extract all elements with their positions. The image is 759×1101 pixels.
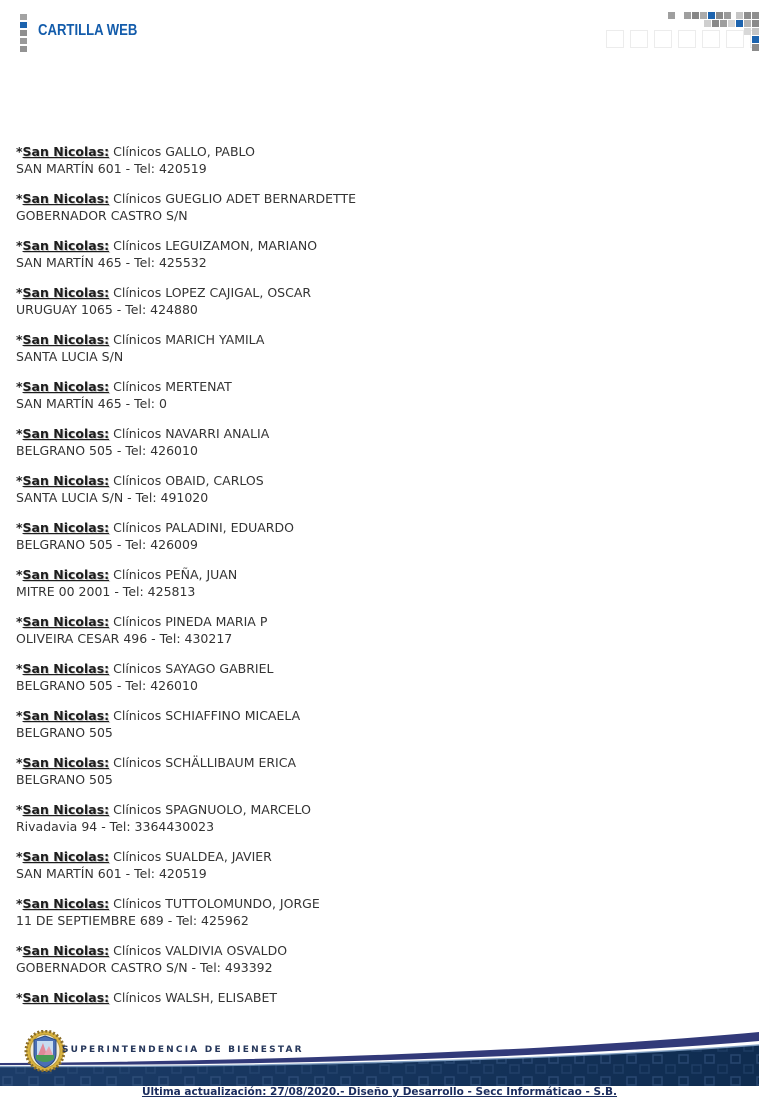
entry-prefix: * [16,426,23,441]
entry-location: San Nicolas: [22,990,110,1005]
entry-address: OLIVEIRA CESAR 496 - Tel: 430217 [16,631,233,646]
entry-prefix: * [16,567,23,582]
entry-location: San Nicolas: [22,896,110,911]
entry-prefix: * [16,473,23,488]
provider-entry [16,566,745,600]
provider-entry [16,237,745,271]
provider-entry [16,519,745,553]
entry-provider-name: Clínicos PEÑA, JUAN [109,567,238,582]
entry-provider-name: Clínicos TUTTOLOMUNDO, JORGE [109,896,320,911]
organization-name: SUPERINTENDENCIA DE BIENESTAR [62,1045,304,1055]
superintendencia-emblem-icon [24,1030,66,1072]
entry-prefix: * [16,614,23,629]
entry-prefix: * [16,144,23,159]
entry-location: San Nicolas: [22,567,110,582]
entry-location: San Nicolas: [22,943,110,958]
entry-provider-name: Clínicos VALDIVIA OSVALDO [109,943,288,958]
provider-entry [16,143,745,177]
entry-provider-name: Clínicos NAVARRI ANALIA [109,426,270,441]
entry-address: BELGRANO 505 - Tel: 426010 [16,678,198,693]
entry-provider-name: Clínicos PINEDA MARIA P [109,614,268,629]
entry-address: MITRE 00 2001 - Tel: 425813 [16,584,196,599]
entry-location: San Nicolas: [22,285,110,300]
entry-address: SANTA LUCIA S/N - Tel: 491020 [16,490,209,505]
entry-location: San Nicolas: [22,238,110,253]
provider-entry [16,613,745,647]
entry-location: San Nicolas: [22,520,110,535]
provider-entry [16,942,745,976]
entry-address: BELGRANO 505 - Tel: 426009 [16,537,198,552]
entry-provider-name: Clínicos GALLO, PABLO [109,144,255,159]
entry-address: GOBERNADOR CASTRO S/N [16,208,188,223]
provider-entry [16,895,745,929]
entry-location: San Nicolas: [22,661,110,676]
entry-address: SAN MARTÍN 601 - Tel: 420519 [16,161,207,176]
entry-prefix: * [16,990,23,1005]
entry-address: SAN MARTÍN 601 - Tel: 420519 [16,866,207,881]
entry-provider-name: Clínicos SUALDEA, JAVIER [109,849,272,864]
entry-location: San Nicolas: [22,426,110,441]
provider-entry [16,660,745,694]
entry-location: San Nicolas: [22,802,110,817]
entry-address: SAN MARTÍN 465 - Tel: 425532 [16,255,207,270]
entry-location: San Nicolas: [22,849,110,864]
entry-prefix: * [16,520,23,535]
entry-prefix: * [16,708,23,723]
provider-entry [16,284,745,318]
entry-prefix: * [16,238,23,253]
provider-entry [16,848,745,882]
provider-list [0,60,759,1006]
entry-prefix: * [16,755,23,770]
entry-provider-name: Clínicos SCHIAFFINO MICAELA [109,708,301,723]
entry-location: San Nicolas: [22,332,110,347]
provider-entry [16,472,745,506]
entry-provider-name: Clínicos WALSH, ELISABET [109,990,278,1005]
provider-entry [16,190,745,224]
entry-address: BELGRANO 505 [16,772,113,787]
page-title: CARTILLA WEB [38,22,138,39]
last-update-note: Última actualización: 27/08/2020.- Diseño y Desarrollo - Secc Informáticao - S.B. [141,1086,618,1098]
entry-prefix: * [16,802,23,817]
header [0,0,759,60]
entry-address: BELGRANO 505 [16,725,113,740]
provider-entry [16,801,745,835]
entry-prefix: * [16,191,23,206]
entry-address: SANTA LUCIA S/N [16,349,124,364]
entry-provider-name: Clínicos LEGUIZAMON, MARIANO [109,238,318,253]
entry-location: San Nicolas: [22,379,110,394]
entry-prefix: * [16,849,23,864]
entry-prefix: * [16,332,23,347]
provider-entry [16,707,745,741]
entry-address: BELGRANO 505 - Tel: 426010 [16,443,198,458]
entry-prefix: * [16,285,23,300]
entry-provider-name: Clínicos SCHÄLLIBAUM ERICA [109,755,296,770]
entry-prefix: * [16,661,23,676]
entry-provider-name: Clínicos GUEGLIO ADET BERNARDETTE [109,191,356,206]
entry-location: San Nicolas: [22,144,110,159]
provider-entry [16,989,745,1006]
footer-band-decoration [0,1030,759,1086]
entry-provider-name: Clínicos SPAGNUOLO, MARCELO [109,802,311,817]
entry-address: URUGUAY 1065 - Tel: 424880 [16,302,198,317]
entry-location: San Nicolas: [22,473,110,488]
entry-prefix: * [16,379,23,394]
entry-prefix: * [16,943,23,958]
entry-provider-name: Clínicos OBAID, CARLOS [109,473,264,488]
entry-provider-name: Clínicos SAYAGO GABRIEL [109,661,274,676]
header-mosaic-decoration-icon [599,0,759,60]
entry-address: SAN MARTÍN 465 - Tel: 0 [16,396,167,411]
entry-location: San Nicolas: [22,614,110,629]
provider-entry [16,378,745,412]
entry-location: San Nicolas: [22,755,110,770]
entry-address: Rivadavia 94 - Tel: 3364430023 [16,819,215,834]
entry-provider-name: Clínicos LOPEZ CAJIGAL, OSCAR [109,285,312,300]
entry-prefix: * [16,896,23,911]
provider-entry [16,425,745,459]
entry-address: GOBERNADOR CASTRO S/N - Tel: 493392 [16,960,273,975]
entry-location: San Nicolas: [22,191,110,206]
entry-address: 11 DE SEPTIEMBRE 689 - Tel: 425962 [16,913,249,928]
entry-provider-name: Clínicos MARICH YAMILA [109,332,265,347]
entry-location: San Nicolas: [22,708,110,723]
provider-entry [16,754,745,788]
provider-entry [16,331,745,365]
entry-provider-name: Clínicos MERTENAT [109,379,232,394]
entry-provider-name: Clínicos PALADINI, EDUARDO [109,520,294,535]
